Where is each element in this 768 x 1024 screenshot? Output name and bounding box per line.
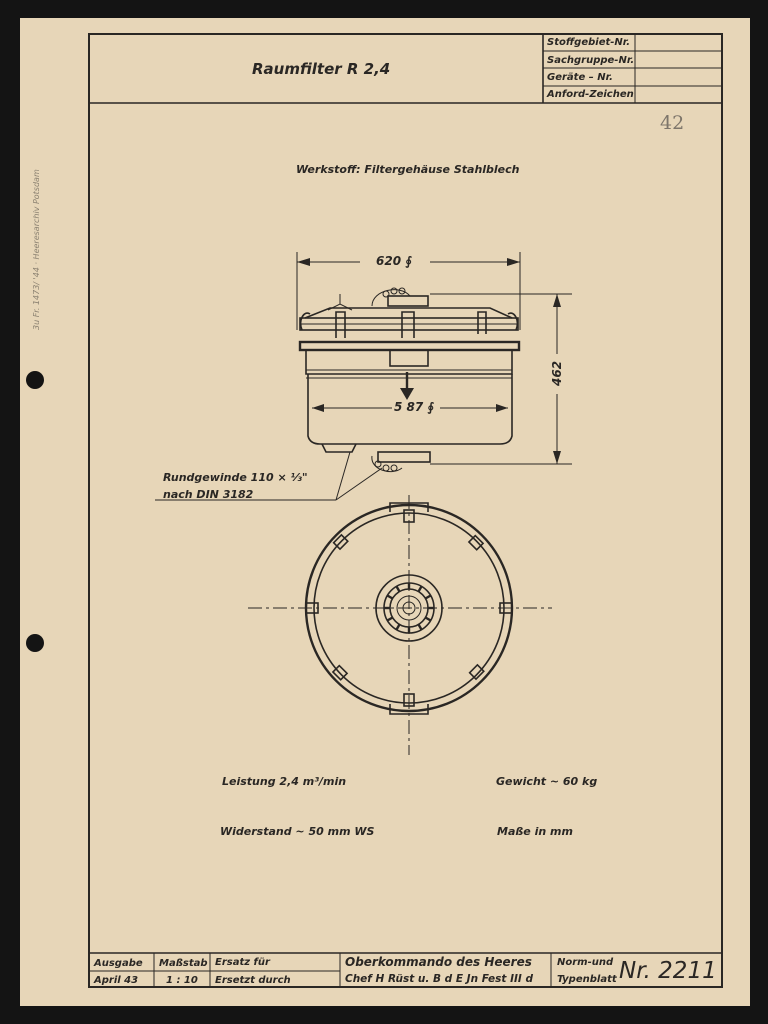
spec-widerstand: Widerstand ~ 50 mm WS [220,825,375,838]
dim-height: 462 [550,360,564,386]
gear-tooth [425,596,430,599]
gear-tooth [419,624,422,629]
header-field-sachgruppe: Sachgruppe-Nr. [547,55,635,66]
top-view [248,495,552,755]
gear-tooth [397,586,400,591]
footer-ausgabe-value: April 43 [94,975,139,986]
header-field-stoffgebiet: Stoffgebiet-Nr. [547,37,631,48]
footer-massstab-label: Maßstab [159,958,208,969]
header-field-geraete: Geräte – Nr. [547,72,613,83]
footer-ersatz-fuer: Ersatz für [215,957,270,968]
gear-tooth [387,596,392,599]
footer-norm-line1: Norm-und [557,957,614,968]
sheet-number: 42 [660,112,685,134]
footer-massstab-value: 1 : 10 [166,975,198,986]
gear-tooth [387,618,392,621]
footer-authority-line1: Oberkommando des Heeres [345,955,532,969]
dim-inner-diameter: 5 87 ∮ [394,400,435,414]
spec-masse: Maße in mm [497,825,573,838]
footer-ausgabe-label: Ausgabe [94,958,143,969]
side-view [155,252,572,500]
thread-note-line2: nach DIN 3182 [163,488,254,501]
material-note: Werkstoff: Filtergehäuse Stahlblech [296,163,520,176]
thread-note-line1: Rundgewinde 110 × ⅓" [163,471,308,484]
archive-stamp: 3u Fr. 1473/ '44 · Heeresarchiv Potsdam [32,169,41,330]
footer-sheet-number: Nr. 2211 [619,958,717,984]
footer-ersetzt-durch: Ersetzt durch [215,975,291,986]
gear-tooth [397,624,400,629]
footer-norm-line2: Typenblatt [557,974,617,985]
header-field-anford: Anford-Zeichen [547,89,634,100]
gear-tooth [425,618,430,621]
footer-authority-line2: Chef H Rüst u. B d E Jn Fest III d [345,973,533,985]
drawing-title: Raumfilter R 2,4 [252,60,391,78]
spec-leistung: Leistung 2,4 m³/min [222,775,347,788]
gear-tooth [419,586,422,591]
dim-top-diameter: 620 ∮ [376,254,412,268]
spec-gewicht: Gewicht ~ 60 kg [496,775,598,788]
